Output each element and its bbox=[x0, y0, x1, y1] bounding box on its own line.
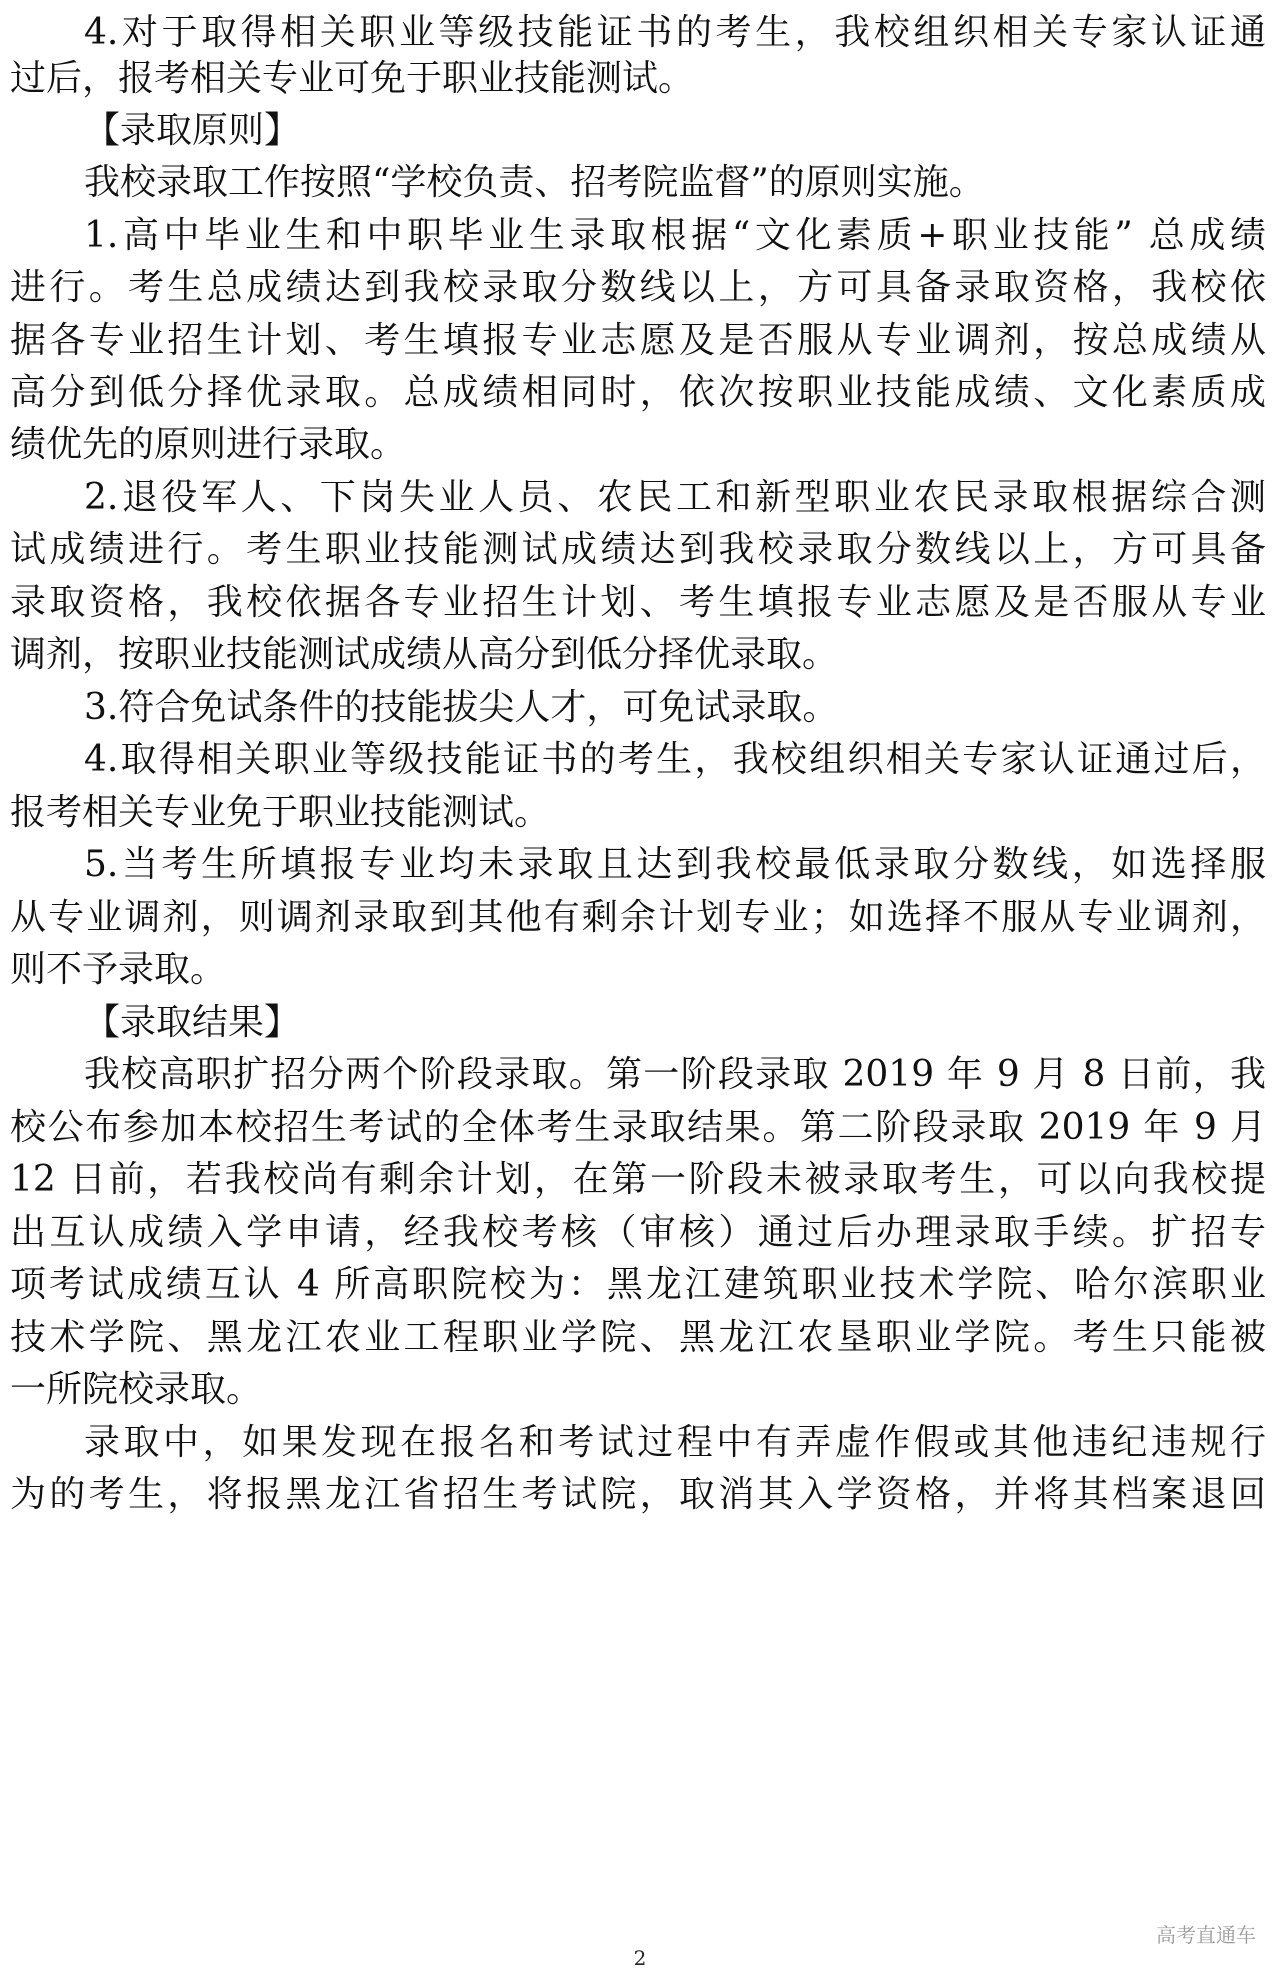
text-line: 12 日前，若我校尚有剩余计划，在第一阶段未被录取考生，可以向我校提 bbox=[10, 1159, 1266, 1200]
text-line: 项考试成绩互认 4 所高职院校为：黑龙江建筑职业技术学院、哈尔滨职业 bbox=[10, 1264, 1266, 1305]
text-line: 4.取得相关职业等级技能证书的考生，我校组织相关专家认证通过后， bbox=[84, 739, 1266, 780]
text-line: 试成绩进行。考生职业技能测试成绩达到我校录取分数线以上，方可具备 bbox=[10, 529, 1266, 570]
text-line: 校公布参加本校招生考试的全体考生录取结果。第二阶段录取 2019 年 9 月 bbox=[10, 1107, 1266, 1148]
text-line: 我校录取工作按照“学校负责、招考院监督”的原则实施。 bbox=[84, 162, 985, 203]
text-line: 绩优先的原则进行录取。 bbox=[10, 424, 407, 465]
text-line: 1.高中毕业生和中职毕业生录取根据“文化素质+职业技能” 总成绩 bbox=[84, 215, 1266, 256]
text-line: 技术学院、黑龙江农业工程职业学院、黑龙江农垦职业学院。考生只能被 bbox=[10, 1317, 1266, 1358]
text-line: 录取中，如果发现在报名和考试过程中有弄虚作假或其他违纪违规行 bbox=[84, 1422, 1266, 1463]
text-line: 高分到低分择优录取。总成绩相同时，依次按职业技能成绩、文化素质成 bbox=[10, 372, 1266, 413]
text-line: 则不予录取。 bbox=[10, 949, 227, 990]
text-line: 3.符合免试条件的技能拔尖人才，可免试录取。 bbox=[84, 687, 839, 728]
text-line: 调剂，按职业技能测试成绩从高分到低分择优录取。 bbox=[10, 634, 839, 675]
text-line: 出互认成绩入学申请，经我校考核（审核）通过后办理录取手续。扩招专 bbox=[10, 1212, 1266, 1253]
section-heading: 【录取原则】 bbox=[84, 110, 301, 151]
text-line: 进行。考生总成绩达到我校录取分数线以上，方可具备录取资格，我校依 bbox=[10, 267, 1266, 308]
text-line: 过后，报考相关专业可免于职业技能测试。 bbox=[10, 58, 695, 99]
text-line: 从专业调剂，则调剂录取到其他有剩余计划专业；如选择不服从专业调剂， bbox=[10, 897, 1266, 938]
page-number: 2 bbox=[633, 1946, 647, 1970]
section-heading: 【录取结果】 bbox=[84, 1002, 301, 1043]
text-line: 我校高职扩招分两个阶段录取。第一阶段录取 2019 年 9 月 8 日前，我 bbox=[84, 1054, 1266, 1095]
text-line: 2.退役军人、下岗失业人员、农民工和新型职业农民录取根据综合测 bbox=[84, 477, 1266, 518]
text-line: 4.对于取得相关职业等级技能证书的考生，我校组织相关专家认证通 bbox=[84, 12, 1266, 53]
text-line: 5.当考生所填报专业均未录取且达到我校最低录取分数线，如选择服 bbox=[84, 844, 1266, 885]
text-line: 报考相关专业免于职业技能测试。 bbox=[10, 792, 551, 833]
text-line: 为的考生，将报黑龙江省招生考试院，取消其入学资格，并将其档案退回 bbox=[10, 1474, 1266, 1515]
text-line: 录取资格，我校依据各专业招生计划、考生填报专业志愿及是否服从专业 bbox=[10, 582, 1266, 623]
text-line: 一所院校录取。 bbox=[10, 1369, 263, 1410]
text-line: 据各专业招生计划、考生填报专业志愿及是否服从专业调剂，按总成绩从 bbox=[10, 320, 1266, 361]
watermark-text: 高考直通车 bbox=[1156, 1923, 1256, 1947]
